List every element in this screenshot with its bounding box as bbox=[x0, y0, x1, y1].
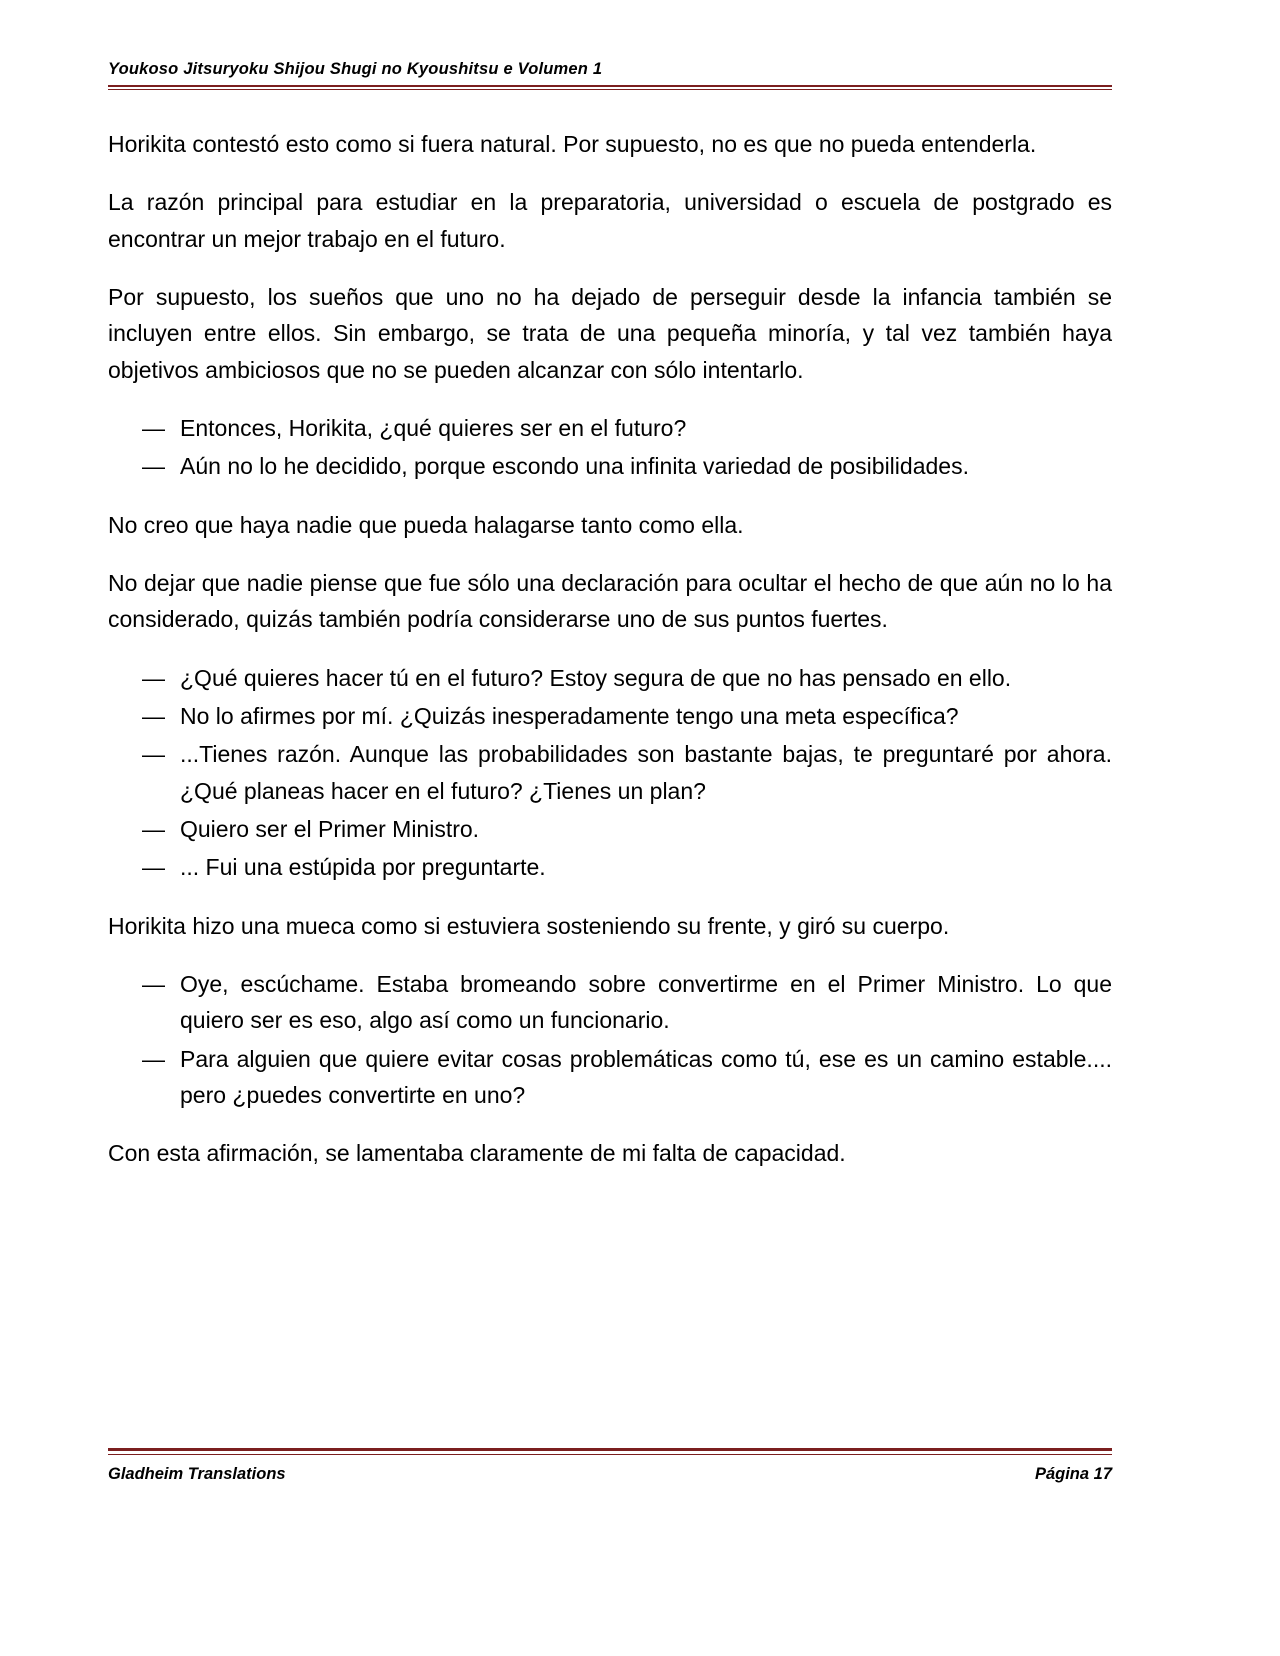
dialogue-text: Aún no lo he decidido, porque escondo una infinita variedad de posibilidades. bbox=[180, 453, 969, 480]
dialogue-text: No lo afirmes por mí. ¿Quizás inesperadamente tengo una meta específica? bbox=[180, 702, 959, 729]
dialogue-line bbox=[142, 1041, 1112, 1114]
dialogue-text: Para alguien que quiere evitar cosas problemáticas como tú, ese es un camino estable.... pero ¿puedes convertirte en uno? bbox=[180, 1045, 1112, 1108]
paragraph: Horikita contestó esto como si fuera natural. Por supuesto, no es que no pueda entenderla. bbox=[108, 131, 1037, 157]
dialogue-text: Entonces, Horikita, ¿qué quieres ser en el futuro? bbox=[180, 414, 687, 441]
paragraph: Con esta afirmación, se lamentaba claramente de mi falta de capacidad. bbox=[108, 1140, 846, 1167]
dialogue-list bbox=[108, 660, 1112, 886]
dialogue-text: ... Fui una estúpida por preguntarte. bbox=[180, 854, 546, 881]
footer-row bbox=[108, 1465, 1112, 1484]
page-content bbox=[108, 60, 1112, 1194]
dialogue-line bbox=[142, 811, 1112, 847]
body-text bbox=[108, 126, 1112, 1172]
dialogue-line bbox=[142, 849, 1112, 885]
em-dash: — bbox=[142, 664, 165, 691]
dialogue-text: Quiero ser el Primer Ministro. bbox=[180, 815, 480, 842]
dialogue-list bbox=[108, 966, 1112, 1113]
header-title: Youkoso Jitsuryoku Shijou Shugi no Kyoushitsu e Volumen 1 bbox=[108, 60, 603, 78]
dialogue-line bbox=[142, 660, 1112, 696]
page-header bbox=[108, 60, 1112, 87]
em-dash: — bbox=[142, 854, 165, 881]
em-dash: — bbox=[142, 1045, 165, 1072]
header-divider bbox=[108, 89, 1112, 90]
em-dash: — bbox=[142, 741, 165, 768]
paragraph: No dejar que nadie piense que fue sólo una declaración para ocultar el hecho de que aún no lo ha considerado, quizás también podría considerarse uno de sus puntos fuertes. bbox=[108, 569, 1112, 633]
dialogue-text: ...Tienes razón. Aunque las probabilidades son bastante bajas, te preguntaré por ahora. ¿Qué planeas hacer en el futuro? ¿Tienes un plan? bbox=[180, 741, 1112, 804]
dialogue-line bbox=[142, 736, 1112, 809]
em-dash: — bbox=[142, 970, 165, 997]
paragraph: Por supuesto, los sueños que uno no ha dejado de perseguir desde la infancia también se incluyen entre ellos. Sin embargo, se trata de una pequeña minoría, y tal vez también haya objetivos ambiciosos que no se pueden alcanzar con sólo intentarlo. bbox=[108, 283, 1112, 383]
footer-translator: Gladheim Translations bbox=[108, 1465, 286, 1483]
em-dash: — bbox=[142, 414, 165, 441]
em-dash: — bbox=[142, 702, 165, 729]
paragraph: La razón principal para estudiar en la preparatoria, universidad o escuela de postgrado es encontrar un mejor trabajo en el futuro. bbox=[108, 189, 1112, 252]
dialogue-list bbox=[108, 410, 1112, 485]
em-dash: — bbox=[142, 453, 165, 480]
paragraph: No creo que haya nadie que pueda halagarse tanto como ella. bbox=[108, 511, 744, 538]
dialogue-line bbox=[142, 698, 1112, 734]
dialogue-line bbox=[142, 448, 1112, 484]
paragraph: Horikita hizo una mueca como si estuviera sosteniendo su frente, y giró su cuerpo. bbox=[108, 912, 950, 939]
footer-divider-top bbox=[108, 1448, 1112, 1451]
page-footer bbox=[108, 1448, 1112, 1484]
dialogue-line bbox=[142, 966, 1112, 1039]
dialogue-text: Oye, escúchame. Estaba bromeando sobre convertirme en el Primer Ministro. Lo que quiero ser es eso, algo así como un funcionario. bbox=[180, 970, 1112, 1034]
footer-divider-bottom bbox=[108, 1454, 1112, 1455]
em-dash: — bbox=[142, 815, 165, 842]
dialogue-line bbox=[142, 410, 1112, 446]
dialogue-text: ¿Qué quieres hacer tú en el futuro? Estoy segura de que no has pensado en ello. bbox=[180, 664, 1012, 691]
footer-page-number: Página 17 bbox=[1034, 1465, 1112, 1483]
